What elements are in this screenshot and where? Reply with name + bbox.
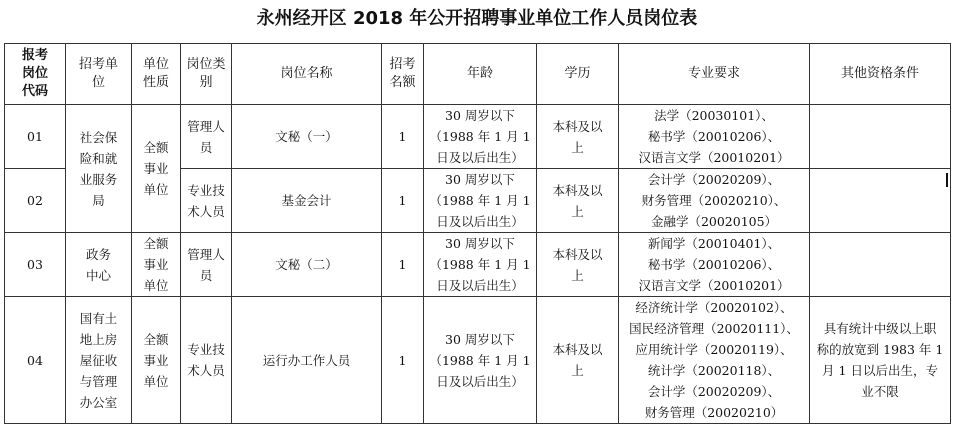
cell-education: 本科及以 上 bbox=[537, 233, 619, 297]
table-row bbox=[5, 297, 951, 424]
cell-other bbox=[810, 169, 951, 233]
cell-education: 本科及以 上 bbox=[537, 169, 619, 233]
positions-table bbox=[4, 43, 951, 424]
cell-name: 基金会计 bbox=[232, 169, 382, 233]
text-cursor-mark bbox=[946, 173, 948, 187]
cell-age: 30 周岁以下 （1988 年 1 月 1 日及以后出生） bbox=[424, 297, 537, 424]
cell-age: 30 周岁以下 （1988 年 1 月 1 日及以后出生） bbox=[424, 169, 537, 233]
header-code: 报考 岗位 代码 bbox=[5, 44, 66, 105]
header-name: 岗位名称 bbox=[232, 44, 382, 105]
cell-major: 会计学（20020209）、 财务管理（20020210）、 金融学（20020105） bbox=[619, 169, 810, 233]
header-unit: 招考单 位 bbox=[66, 44, 132, 105]
cell-age: 30 周岁以下 （1988 年 1 月 1 日及以后出生） bbox=[424, 105, 537, 169]
cell-code: 04 bbox=[5, 297, 66, 424]
cell-category: 管理人 员 bbox=[181, 233, 232, 297]
cell-category: 管理人 员 bbox=[181, 105, 232, 169]
cell-category: 专业技 术人员 bbox=[181, 169, 232, 233]
cell-code: 01 bbox=[5, 105, 66, 169]
header-nature: 单位 性质 bbox=[132, 44, 181, 105]
cell-unit: 国有土 地上房 屋征收 与管理 办公室 bbox=[66, 297, 132, 424]
cell-education: 本科及以 上 bbox=[537, 297, 619, 424]
cell-nature: 全额 事业 单位 bbox=[132, 233, 181, 297]
cell-count: 1 bbox=[382, 297, 424, 424]
table-row bbox=[5, 105, 951, 169]
cell-code: 03 bbox=[5, 233, 66, 297]
cell-unit: 社会保 险和就 业服务 局 bbox=[66, 105, 132, 233]
cell-major: 法学（20030101）、 秘书学（20010206）、 汉语言文学（20010201） bbox=[619, 105, 810, 169]
cell-other bbox=[810, 233, 951, 297]
cell-other bbox=[810, 105, 951, 169]
cell-count: 1 bbox=[382, 169, 424, 233]
header-category: 岗位类 别 bbox=[181, 44, 232, 105]
cell-nature: 全额 事业 单位 bbox=[132, 297, 181, 424]
cell-name: 文秘（一） bbox=[232, 105, 382, 169]
cell-count: 1 bbox=[382, 233, 424, 297]
cell-name: 运行办工作人员 bbox=[232, 297, 382, 424]
cell-education: 本科及以 上 bbox=[537, 105, 619, 169]
header-row bbox=[5, 44, 951, 105]
cell-major: 新闻学（20010401）、 秘书学（20010206）、 汉语言文学（20010201） bbox=[619, 233, 810, 297]
cell-major: 经济统计学（20020102）、 国民经济管理（20020111）、 应用统计学（20020119）、 统计学（20020118）、 会计学（20020209）、 财务管理（20020210） bbox=[619, 297, 810, 424]
cell-code: 02 bbox=[5, 169, 66, 233]
cell-nature: 全额 事业 单位 bbox=[132, 105, 181, 233]
cell-name: 文秘（二） bbox=[232, 233, 382, 297]
header-count: 招考 名额 bbox=[382, 44, 424, 105]
cell-unit: 政务 中心 bbox=[66, 233, 132, 297]
header-major: 专业要求 bbox=[619, 44, 810, 105]
cell-other: 具有统计中级以上职 称的放宽到 1983 年 1 月 1 日以后出生，专 业不限 bbox=[810, 297, 951, 424]
cell-count: 1 bbox=[382, 105, 424, 169]
cell-category: 专业技 术人员 bbox=[181, 297, 232, 424]
header-age: 年龄 bbox=[424, 44, 537, 105]
table-row bbox=[5, 233, 951, 297]
cell-age: 30 周岁以下 （1988 年 1 月 1 日及以后出生） bbox=[424, 233, 537, 297]
header-other: 其他资格条件 bbox=[810, 44, 951, 105]
page-title: 永州经开区 2018 年公开招聘事业单位工作人员岗位表 bbox=[256, 8, 698, 29]
header-education: 学历 bbox=[537, 44, 619, 105]
